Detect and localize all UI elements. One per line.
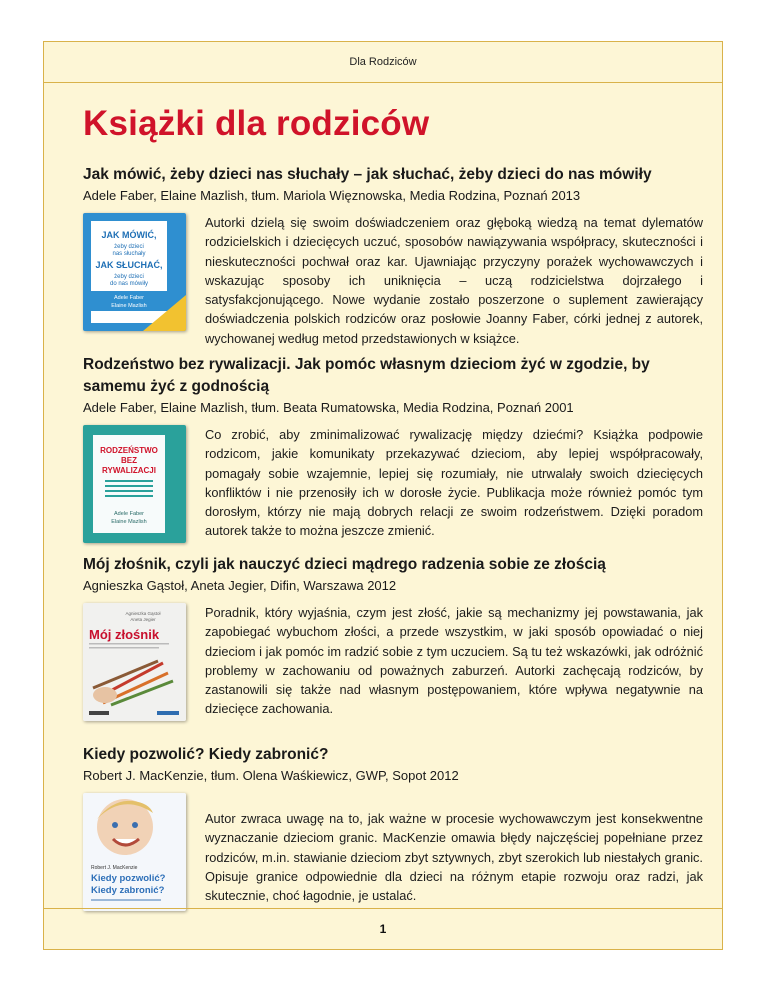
cover-text: Elaine Mazlish	[111, 303, 147, 309]
book-title: Mój złośnik, czyli jak nauczyć dzieci mądrego radzenia sobie ze złością	[83, 556, 606, 573]
book-entry	[83, 554, 703, 719]
cover-text: BEZ	[121, 456, 137, 465]
book-entry	[83, 164, 703, 348]
book-meta: Robert J. MacKenzie, tłum. Olena Waśkiewicz, GWP, Sopot 2012	[83, 768, 459, 783]
cover-text: Aneta Jegier	[130, 617, 156, 622]
book-entry	[83, 744, 703, 905]
cover-text: Adele Faber	[114, 511, 144, 517]
cover-text: nas słuchały	[112, 251, 146, 257]
cover-text: Kiedy zabronić?	[91, 885, 165, 896]
book-meta: Adele Faber, Elaine Mazlish, tłum. Beata Rumatowska, Media Rodzina, Poznań 2001	[83, 400, 574, 415]
book-entry	[83, 354, 703, 541]
book-description: Autor zwraca uwagę na to, jak ważne w procesie wychowawczym jest konsekwentne wyznaczanie dzieciom granic. MacKenzie omawia błędy najczęściej popełniane przez rodziców, m.in. stawianie dzieciom zbyt sztywnych, zbyt szerokich lub niestałych granic. Opisuje granice odpowiednie dla dzieci na różnym etapie rozwoju oraz radzi, jak skutecznie, choć łagodnie, je ustalać.	[205, 811, 703, 904]
book-title: Jak mówić, żeby dzieci nas słuchały – jak słuchać, żeby dzieci do nas mówiły	[83, 166, 652, 183]
cover-text: Kiedy pozwolić?	[91, 873, 166, 884]
book-title: Rodzeństwo bez rywalizacji. Jak pomóc własnym dzieciom żyć w zgodzie, by samemu żyć z godnością	[83, 356, 650, 395]
cover-text: żeby dzieci	[114, 274, 144, 280]
page	[43, 41, 723, 950]
cover-text: RODZEŃSTWO	[100, 446, 158, 455]
book-meta: Adele Faber, Elaine Mazlish, tłum. Mariola Więznowska, Media Rodzina, Poznań 2013	[83, 188, 581, 203]
book-description: Co zrobić, aby zminimalizować rywalizację między dziećmi? Książka podpowie rodzicom, jakie komunikaty przekazywać dzieciom, aby lepiej współpracowały, pomagały sobie wzajemnie, lepiej się rozumiały, nie utrwalały swoich dziecięcych konfliktów i nie przenosiły ich w dorosłe życie. Publikacja może również pomóc tym dorosłym, którzy nie mają dobrych relacji ze swoim rodzeństwem. Dzięki poradom autorek także to można jeszcze zmienić.	[205, 427, 703, 539]
cover-text: Robert J. MacKenzie	[91, 865, 138, 871]
cover-text: JAK MÓWIĆ,	[101, 230, 157, 240]
cover-text: Elaine Mazlish	[111, 519, 147, 525]
cover-text: żeby dzieci	[114, 244, 144, 250]
page-number: 1	[379, 922, 387, 936]
book-title: Kiedy pozwolić? Kiedy zabronić?	[83, 746, 329, 763]
cover-text: Mój złośnik	[89, 627, 160, 642]
book-cover-image	[83, 425, 186, 543]
cover-text: JAK SŁUCHAĆ,	[95, 260, 163, 270]
cover-text: Agnieszka Gąstoł	[125, 611, 161, 616]
page-title: Książki dla rodziców	[83, 104, 430, 143]
book-cover-image	[83, 213, 186, 331]
book-cover-image	[83, 603, 186, 721]
book-meta: Agnieszka Gąstoł, Aneta Jegier, Difin, Warszawa 2012	[83, 578, 397, 593]
book-cover-image	[83, 793, 186, 911]
cover-text: do nas mówiły	[109, 281, 149, 287]
page-number-bar	[44, 908, 722, 949]
book-description: Autorki dzielą się swoim doświadczeniem oraz głęboką wiedzą na temat dylematów rodzicielskich i dziecięcych uczuć, sposobów nawiązywania współpracy, skuteczności i nieskuteczności pochwał oraz kar. Ujawniając przyczyny porażek wychowawczych i wskazując sposoby ich uniknięcia – uczą rodzicielstwa dojrzałego i satysfakcjonującego. Nowe wydanie zostało poszerzone o suplement zawierający doświadczenia polskich rodziców oraz posłowie Joanny Faber, córki jednej z autorek, wychowanej według metod przedstawionych w książce.	[205, 215, 703, 346]
book-description: Poradnik, który wyjaśnia, czym jest złość, jakie są mechanizmy jej powstawania, jak zapobiegać wybuchom złości, a przede wszystkim, w jaki sposób opowiadać o niej dzieciom i jak pomóc im radzić sobie z tym uczuciem. Są tu też wskazówki, jak odróżnić problemy w zachowaniu od poważnych zaburzeń. Autorki zachęcają rodziców, by zastanowili się także nad własnym postępowaniem, które wpływa negatywnie na dziecięce zachowania.	[205, 605, 703, 717]
section-label: Dla Rodziców	[349, 56, 417, 68]
cover-text: Adele Faber	[114, 295, 144, 301]
cover-text: RYWALIZACJI	[102, 466, 156, 475]
section-header	[44, 42, 722, 83]
